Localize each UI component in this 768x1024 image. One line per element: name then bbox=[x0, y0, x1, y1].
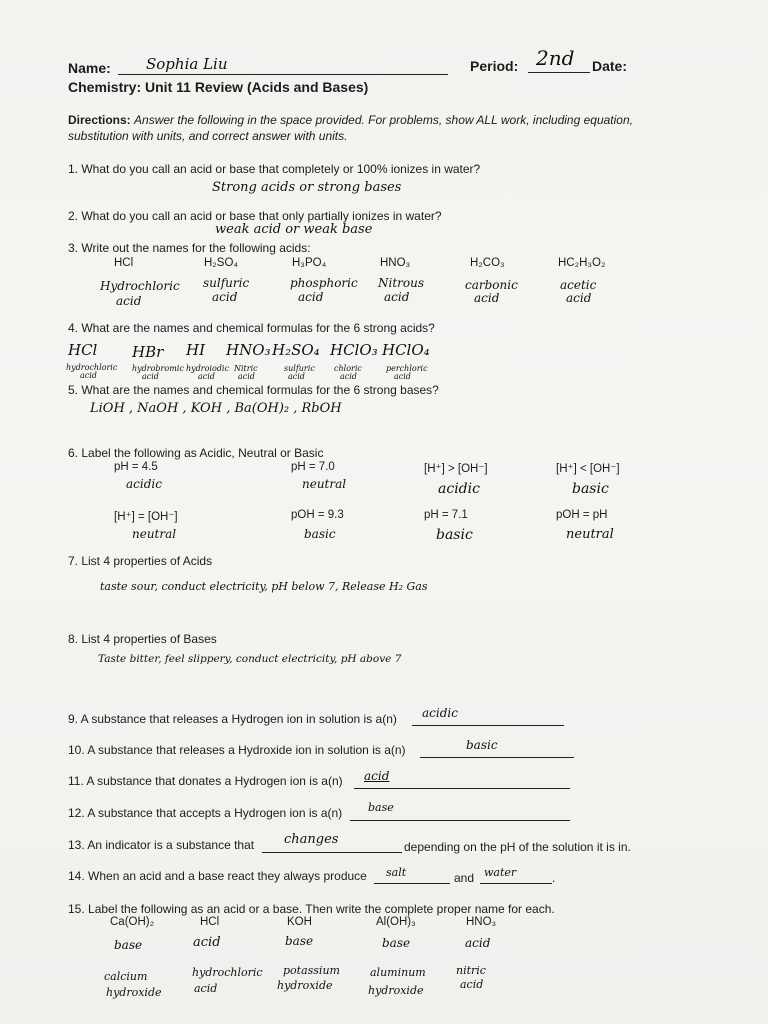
q11-answer: acid bbox=[364, 769, 390, 783]
q6-answer: neutral bbox=[566, 527, 614, 542]
q15-name: hydroxide bbox=[368, 984, 424, 997]
q13-question-part1: 13. An indicator is a substance that bbox=[68, 838, 255, 852]
directions-text-1: Answer the following in the space provided. For problems, show ALL work, including equation, bbox=[134, 113, 633, 127]
q3-answer: Nitrous bbox=[378, 276, 425, 290]
q6-answer: basic bbox=[572, 481, 609, 497]
q3-answer: acid bbox=[566, 291, 592, 305]
q15-formula: HNO₃ bbox=[466, 916, 497, 928]
q14-blank-2 bbox=[480, 883, 552, 884]
q15-formula: KOH bbox=[287, 916, 312, 928]
q15-name: nitric bbox=[456, 964, 486, 977]
q4-formula: HClO₃ bbox=[330, 341, 378, 359]
q15-name: acid bbox=[460, 978, 484, 991]
q4-name: acid bbox=[142, 372, 159, 381]
page-title: Chemistry: Unit 11 Review (Acids and Bases) bbox=[68, 79, 369, 95]
q1-answer: Strong acids or strong bases bbox=[212, 180, 402, 195]
q3-answer: Hydrochloric bbox=[100, 279, 180, 293]
q6-condition: [H⁺] = [OH⁻] bbox=[114, 511, 178, 523]
name-value: Sophia Liu bbox=[146, 55, 228, 73]
q10-question: 10. A substance that releases a Hydroxide ion in solution is a(n) bbox=[68, 743, 406, 757]
q4-name: acid bbox=[394, 372, 411, 381]
q4-name: acid bbox=[80, 371, 97, 380]
q6-condition: pOH = pH bbox=[556, 509, 608, 521]
q15-type: acid bbox=[465, 936, 491, 950]
q3-formula: H₃PO₄ bbox=[292, 257, 327, 269]
q15-name: potassium bbox=[283, 964, 340, 977]
q4-formula: HI bbox=[186, 341, 206, 359]
q14-and: and bbox=[454, 871, 475, 885]
q6-answer: basic bbox=[436, 527, 473, 543]
q3-answer: acetic bbox=[560, 278, 597, 292]
q8-question: 8. List 4 properties of Bases bbox=[68, 632, 217, 646]
q14-question-part1: 14. When an acid and a base react they always produce bbox=[68, 869, 367, 883]
q4-name: Nitric bbox=[234, 364, 258, 373]
q3-answer: acid bbox=[116, 294, 142, 308]
q3-formula: HC₂H₃O₂ bbox=[558, 257, 606, 269]
q4-name: acid bbox=[288, 372, 305, 381]
q6-answer: acidic bbox=[126, 477, 162, 491]
q1-question: 1. What do you call an acid or base that completely or 100% ionizes in water? bbox=[68, 162, 481, 176]
q14-answer-1: salt bbox=[386, 866, 407, 879]
q2-question: 2. What do you call an acid or base that only partially ionizes in water? bbox=[68, 209, 442, 223]
q15-formula: Ca(OH)₂ bbox=[110, 916, 155, 928]
q15-formula: Al(OH)₃ bbox=[376, 916, 416, 928]
q4-name: acid bbox=[238, 372, 255, 381]
q6-question: 6. Label the following as Acidic, Neutral or Basic bbox=[68, 446, 324, 460]
q4-formula: H₂SO₄ bbox=[272, 341, 320, 359]
date-label: Date: bbox=[592, 58, 628, 74]
q4-name: sulfuric bbox=[284, 364, 315, 373]
q10-answer: basic bbox=[466, 738, 498, 752]
q6-answer: neutral bbox=[132, 527, 177, 541]
q6-condition: pH = 7.0 bbox=[291, 461, 335, 473]
q3-answer: sulfuric bbox=[203, 276, 250, 290]
q2-answer: weak acid or weak base bbox=[215, 222, 373, 237]
q15-name: hydroxide bbox=[106, 986, 162, 999]
q9-question: 9. A substance that releases a Hydrogen ion in solution is a(n) bbox=[68, 712, 397, 726]
q3-formula: HCl bbox=[114, 257, 134, 269]
q15-name: hydroxide bbox=[277, 979, 333, 992]
q10-blank bbox=[420, 757, 574, 758]
q15-type: base bbox=[382, 936, 411, 950]
q4-name: perchloric bbox=[386, 364, 428, 373]
q12-question: 12. A substance that accepts a Hydrogen ion is a(n) bbox=[68, 806, 343, 820]
q13-blank bbox=[262, 852, 402, 853]
period-line bbox=[528, 72, 590, 73]
q4-question: 4. What are the names and chemical formulas for the 6 strong acids? bbox=[68, 321, 435, 335]
q3-formula: H₂SO₄ bbox=[204, 257, 239, 269]
q14-answer-2: water bbox=[484, 866, 517, 879]
q4-name: hydrochloric bbox=[66, 363, 118, 372]
q3-answer: phosphoric bbox=[290, 276, 358, 290]
q3-answer: acid bbox=[298, 290, 324, 304]
q14-blank-1 bbox=[374, 883, 450, 884]
q12-blank bbox=[350, 820, 570, 821]
q4-formula: HBr bbox=[132, 343, 164, 361]
q6-answer: acidic bbox=[438, 481, 480, 497]
q6-condition: pOH = 9.3 bbox=[291, 509, 344, 521]
q15-type: base bbox=[285, 934, 314, 948]
q4-formula: HNO₃ bbox=[226, 341, 271, 359]
q14-period: . bbox=[552, 871, 556, 885]
q13-answer: changes bbox=[284, 832, 339, 847]
name-line bbox=[118, 74, 448, 75]
q7-question: 7. List 4 properties of Acids bbox=[68, 554, 213, 568]
q15-formula: HCl bbox=[200, 916, 220, 928]
q4-name: hydroiodic bbox=[186, 364, 229, 373]
q6-condition: [H⁺] > [OH⁻] bbox=[424, 463, 488, 475]
q15-type: base bbox=[114, 938, 143, 952]
q3-answer: acid bbox=[212, 290, 238, 304]
q9-answer: acidic bbox=[422, 706, 458, 720]
q3-answer: acid bbox=[474, 291, 500, 305]
q4-formula: HCl bbox=[68, 341, 98, 359]
q6-condition: pH = 4.5 bbox=[114, 461, 158, 473]
period-value: 2nd bbox=[536, 46, 575, 70]
q13-question-part2: depending on the pH of the solution it is in. bbox=[404, 840, 631, 854]
directions-label: Directions: bbox=[68, 113, 131, 127]
q5-answer: LiOH , NaOH , KOH , Ba(OH)₂ , RbOH bbox=[90, 401, 342, 416]
directions bbox=[68, 113, 633, 127]
q6-condition: [H⁺] < [OH⁻] bbox=[556, 463, 620, 475]
q4-name: hydrobromic bbox=[132, 364, 184, 373]
q15-question: 15. Label the following as an acid or a base. Then write the complete proper name for each. bbox=[68, 902, 555, 916]
q15-name: hydrochloric bbox=[192, 966, 263, 979]
q3-answer: acid bbox=[384, 290, 410, 304]
q4-name: acid bbox=[340, 372, 357, 381]
directions-text-2: substitution with units, and correct answer with units. bbox=[68, 129, 348, 143]
q4-formula: HClO₄ bbox=[382, 341, 430, 359]
q11-question: 11. A substance that donates a Hydrogen ion is a(n) bbox=[68, 774, 343, 788]
q11-blank bbox=[354, 788, 570, 789]
q3-formula: HNO₃ bbox=[380, 257, 411, 269]
q7-answer: taste sour, conduct electricity, pH below 7, Release H₂ Gas bbox=[100, 580, 428, 593]
q15-type: acid bbox=[193, 935, 221, 950]
q5-question: 5. What are the names and chemical formulas for the 6 strong bases? bbox=[68, 383, 439, 397]
q3-answer: carbonic bbox=[465, 278, 518, 292]
q4-name: chloric bbox=[334, 364, 362, 373]
q9-blank bbox=[412, 725, 564, 726]
q4-name: acid bbox=[198, 372, 215, 381]
name-label: Name: bbox=[68, 60, 111, 76]
q15-name: aluminum bbox=[370, 966, 426, 979]
q6-answer: neutral bbox=[302, 477, 347, 491]
q8-answer: Taste bitter, feel slippery, conduct electricity, pH above 7 bbox=[98, 653, 402, 665]
q6-condition: pH = 7.1 bbox=[424, 509, 468, 521]
q3-question: 3. Write out the names for the following acids: bbox=[68, 241, 311, 255]
q12-answer: base bbox=[368, 801, 394, 814]
period-label: Period: bbox=[470, 58, 519, 74]
q6-answer: basic bbox=[304, 527, 336, 541]
q15-name: calcium bbox=[104, 970, 148, 983]
q3-formula: H₂CO₃ bbox=[470, 257, 505, 269]
q15-name: acid bbox=[194, 982, 218, 995]
